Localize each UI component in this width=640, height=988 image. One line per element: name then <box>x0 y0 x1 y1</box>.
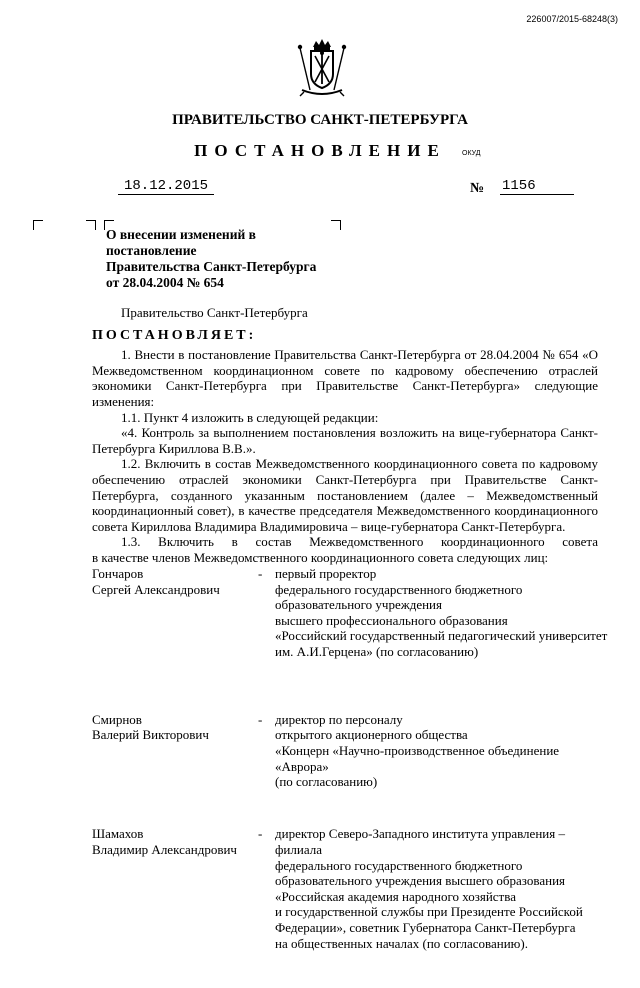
paragraph-1-1-quote: «4. Контроль за выполнением постановления возложить на вице-губернатора Санкт-Петербурга Кириллова В.В.». <box>92 425 598 456</box>
subject-line: О внесении изменений в постановление <box>106 227 256 258</box>
okud-label: ОКУД <box>462 150 481 157</box>
description-line: «Концерн «Научно-производственное объединение «Аврора» <box>275 742 560 774</box>
document-number-field: 1156 <box>500 178 574 195</box>
description-line: «Российский государственный педагогический университет <box>275 628 608 644</box>
paragraph-1: 1. Внести в постановление Правительства Санкт-Петербурга от 28.04.2004 № 654 «О Межведомственном координационном совете по кадровому обеспечению отраслей экономики Санкт-Петербурга при Правительстве Санкт-Петербурга» следующие изменения: <box>92 347 598 409</box>
document-date: 18.12.2015 <box>118 178 214 195</box>
member-entry <box>92 826 612 966</box>
member-description <box>275 566 611 660</box>
description-line: открытого акционерного общества <box>275 727 468 743</box>
description-line: образовательного учреждения <box>275 597 442 613</box>
description-line: им. А.И.Герцена» (по согласованию) <box>275 643 479 659</box>
description-line: федерального государственного бюджетного <box>275 581 523 597</box>
member-dash: - <box>258 826 263 842</box>
subject-line: Правительства Санкт-Петербурга <box>106 259 317 274</box>
document-type: ПОСТАНОВЛЕНИЕ <box>194 141 446 160</box>
paragraph-1-3-line: 1.3. Включить в состав Межведомственного координационного совета <box>121 534 598 550</box>
description-line: первый проректор <box>275 566 377 581</box>
member-name <box>92 826 263 857</box>
description-line: образовательного учреждения высшего образования <box>275 873 565 889</box>
preamble: Правительство Санкт-Петербурга <box>121 305 308 320</box>
member-surname: Смирнов <box>92 711 142 727</box>
description-line: и государственной службы при Президенте Российской <box>275 904 583 920</box>
corner-mark-top-left <box>33 220 43 230</box>
subject-line: от 28.04.2004 № 654 <box>106 275 224 290</box>
decree-heading: ПОСТАНОВЛЯЕТ: <box>92 327 257 343</box>
member-description <box>275 712 611 790</box>
member-dash: - <box>258 566 263 581</box>
member-name <box>92 711 263 743</box>
member-description <box>275 826 611 951</box>
document-subject <box>106 227 346 291</box>
number-sign: № <box>470 181 485 196</box>
paragraph-1-3-line: в качестве членов Межведомственного координационного совета следующих лиц: <box>92 549 549 565</box>
government-title: ПРАВИТЕЛЬСТВО САНКТ-ПЕТЕРБУРГА <box>172 112 468 128</box>
paragraph-1-1: 1.1. Пункт 4 изложить в следующей редакции: <box>121 409 379 425</box>
description-line: на общественных началах (по согласованию). <box>275 935 528 951</box>
document-body <box>92 305 598 566</box>
corner-mark-top-right <box>86 220 96 230</box>
coat-of-arms-icon <box>296 38 348 98</box>
member-name <box>92 566 263 597</box>
description-line: Федерации», советник Губернатора Санкт-Петербурга <box>275 919 576 935</box>
member-given-name: Валерий Викторович <box>92 727 209 743</box>
description-line: федерального государственного бюджетного <box>275 857 523 873</box>
description-line: высшего профессионального образования <box>275 612 508 628</box>
member-surname: Гончаров <box>92 566 144 581</box>
paragraph-1-2: 1.2. Включить в состав Межведомственного координационного совета по кадровому обеспечению отраслей экономики Санкт-Петербурга при Правительстве Санкт-Петербурга, созданного указанным постановлением (далее – Межведомственный координационный совет), в качестве председателя Межведомственного координационного совета Кириллова Владимира Владимировича – вице-губернатора Санкт-Петербурга. <box>92 456 598 534</box>
description-line: (по согласованию) <box>275 774 378 790</box>
description-line: директор Северо-Западного института управления – филиала <box>275 826 565 857</box>
document-number: 226007/2015-68248(3) <box>526 14 618 24</box>
member-dash: - <box>258 711 263 727</box>
member-entry <box>92 566 612 691</box>
description-line: директор по персоналу <box>275 711 403 727</box>
description-line: «Российская академия народного хозяйства <box>275 888 516 904</box>
member-surname: Шамахов <box>92 826 144 842</box>
members-list <box>92 566 612 988</box>
member-entry <box>92 712 612 806</box>
member-given-name: Сергей Александрович <box>92 581 220 597</box>
member-given-name: Владимир Александрович <box>92 841 237 857</box>
